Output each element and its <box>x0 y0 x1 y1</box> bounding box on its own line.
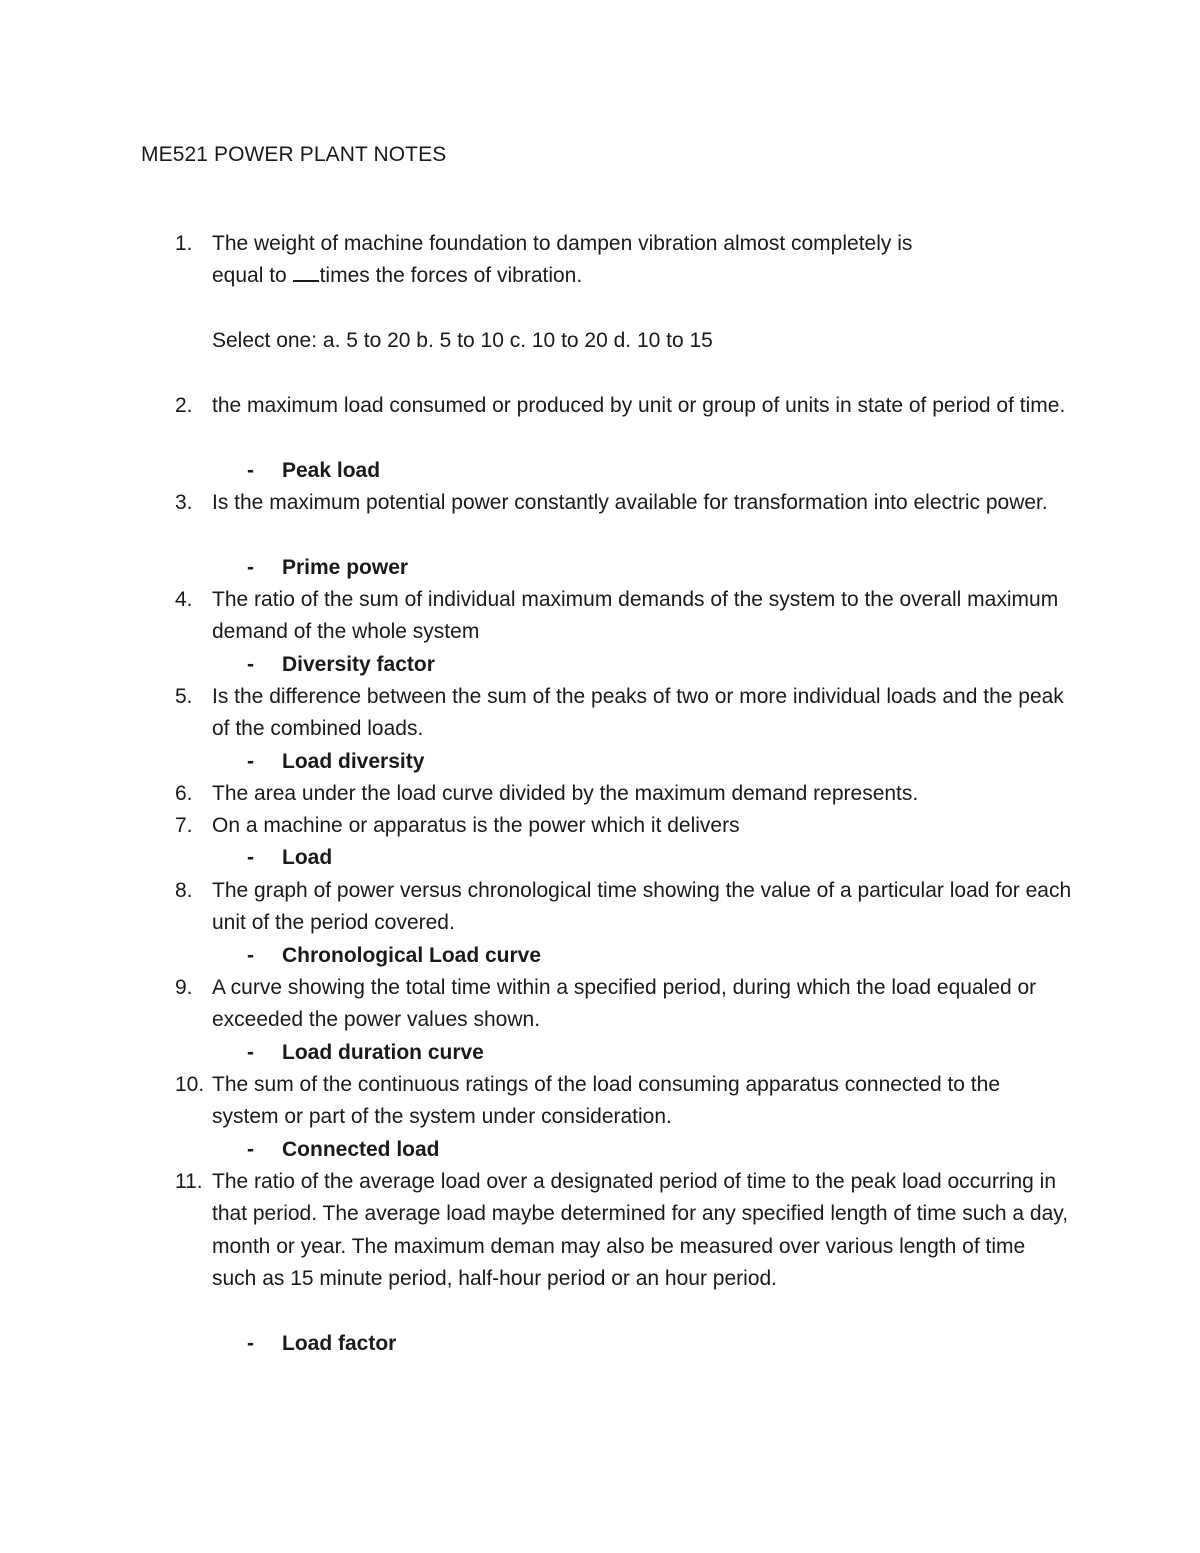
item-number: 8. <box>175 879 193 902</box>
document-title: ME521 POWER PLANT NOTES <box>141 143 447 166</box>
question-line-2: equal to times the forces of vibration. <box>212 260 1072 292</box>
question-line-1: The weight of machine foundation to dampen vibration almost completely is <box>212 232 913 255</box>
answer-text: Load factor <box>282 1331 397 1355</box>
item-number: 10. <box>175 1073 205 1096</box>
question-text: Is the maximum potential power constantly available for transformation into electric power. <box>212 491 1048 514</box>
answer: - Prime power <box>247 555 409 579</box>
question-text: The sum of the continuous ratings of the load consuming apparatus connected to the system or part of the system under consideration. <box>212 1073 1001 1129</box>
answer-text: Peak load <box>282 458 381 482</box>
answer-text: Chronological Load curve <box>282 943 542 967</box>
item-number: 6. <box>175 782 193 805</box>
item-number: 3. <box>175 491 193 514</box>
question-text: The area under the load curve divided by the maximum demand represents. <box>212 782 919 805</box>
question-text: The graph of power versus chronological time showing the value of a particular load for each unit of the period covered. <box>212 879 1072 935</box>
answer: - Chronological Load curve <box>247 943 542 967</box>
answer: - Diversity factor <box>247 652 435 676</box>
answer-text: Prime power <box>282 555 409 579</box>
select-one-options: Select one: a. 5 to 20 b. 5 to 10 c. 10 to 20 d. 10 to 15 <box>212 329 713 352</box>
item-number: 11. <box>175 1170 203 1193</box>
question-text: A curve showing the total time within a specified period, during which the load equaled or exceeded the power values shown. <box>212 976 1037 1032</box>
answer-text: Diversity factor <box>282 652 435 676</box>
answer-text: Load duration curve <box>282 1040 484 1064</box>
question-text: On a machine or apparatus is the power which it delivers <box>212 814 740 837</box>
item-number: 9. <box>175 976 193 999</box>
answer: - Connected load <box>247 1137 440 1161</box>
fill-in-blank <box>293 261 319 282</box>
answer-text: Load diversity <box>282 749 425 773</box>
question-text: the maximum load consumed or produced by unit or group of units in state of period of time. <box>212 394 1066 417</box>
item-number: 1. <box>175 232 193 255</box>
answer: - Load duration curve <box>247 1040 484 1064</box>
question-text <box>212 228 1072 293</box>
question-text: The ratio of the sum of individual maximum demands of the system to the overall maximum demand of the whole system <box>212 588 1059 644</box>
item-number: 2. <box>175 394 193 417</box>
question-text: Is the difference between the sum of the peaks of two or more individual loads and the peak of the combined loads. <box>212 685 1064 741</box>
answer: - Load <box>247 846 333 870</box>
answer: - Peak load <box>247 458 381 482</box>
answer: - Load diversity <box>247 749 425 773</box>
item-number: 4. <box>175 588 193 611</box>
answer: - Load factor <box>247 1331 397 1355</box>
item-number: 5. <box>175 685 193 708</box>
answer-text: Load <box>282 846 333 870</box>
answer-text: Connected load <box>282 1137 440 1161</box>
question-text: The ratio of the average load over a designated period of time to the peak load occurring in that period. The average load maybe determined for any specified length of time such a day, month or year. The maximum deman may also be measured over various length of time such as 15 minute period, half-hour period or an hour period. <box>212 1170 1069 1290</box>
item-number: 7. <box>175 814 193 837</box>
